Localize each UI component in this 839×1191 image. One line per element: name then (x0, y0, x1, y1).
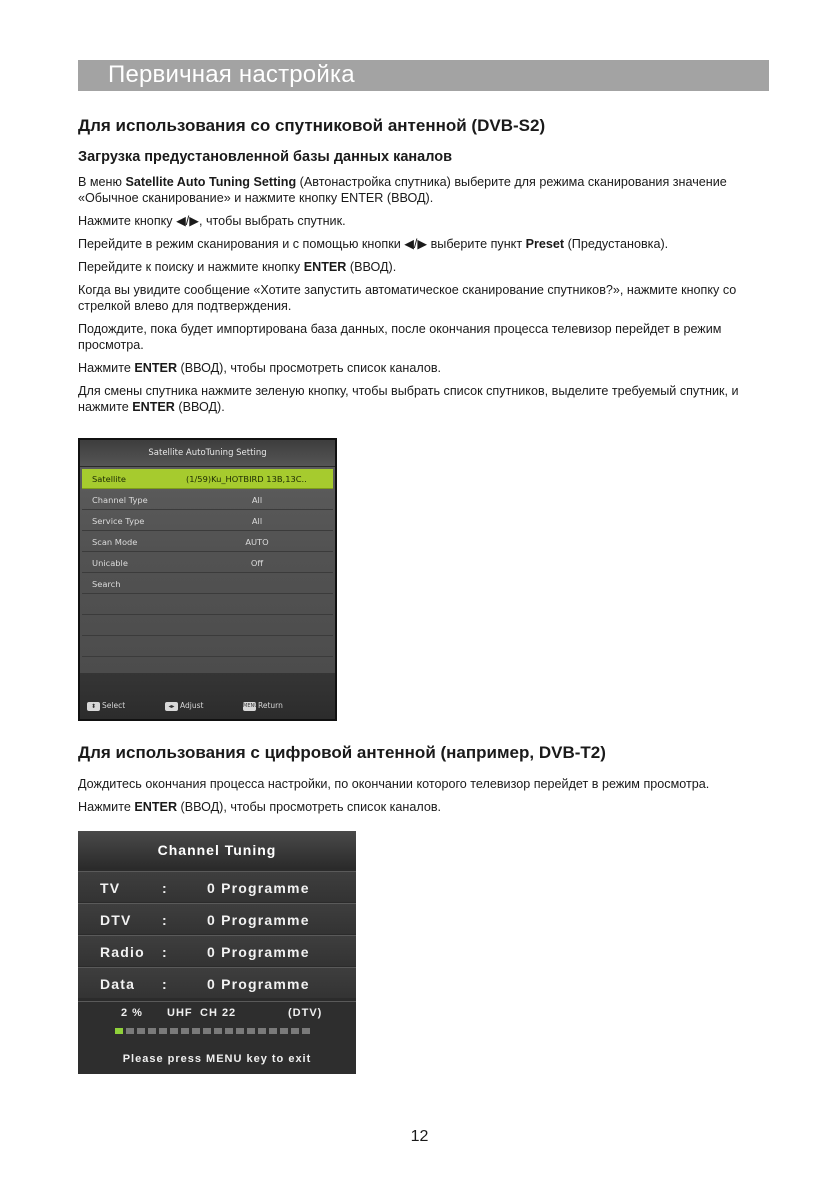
progress-segment (192, 1028, 200, 1034)
banner-title: Первичная настройка (108, 61, 355, 88)
digital-heading: Для использования с цифровой антенной (например, DVB-T2) (78, 743, 606, 762)
footer-return: MENUReturn (243, 701, 283, 710)
progress-segment (225, 1028, 233, 1034)
paragraph-7: Нажмите ENTER (ВВОД), чтобы просмотреть список каналов. (78, 361, 442, 375)
page-number: 12 (410, 1128, 429, 1145)
sat-row-empty (82, 595, 333, 615)
progress-segment (269, 1028, 277, 1034)
paragraph-5: Когда вы увидите сообщение «Хотите запустить автоматическое сканирование спутников?», нажмите кнопку со стрелкой влево для подтверждения. (78, 283, 737, 313)
tuning-row-tv: TV : 0 Programme (78, 871, 356, 902)
preset-subheading: Загрузка предустановленной базы данных каналов (78, 149, 453, 165)
progress-segment (137, 1028, 145, 1034)
exit-hint: Please press MENU key to exit (122, 1053, 312, 1065)
paragraph-8: Для смены спутника нажмите зеленую кнопку, чтобы выбрать список спутников, выделите требуемый спутник, и нажмите ENTER (ВВОД). (78, 384, 739, 414)
channel-tuning-screenshot (78, 831, 356, 1074)
tuning-row-radio: Radio : 0 Programme (78, 935, 356, 966)
progress-segment (291, 1028, 299, 1034)
progress-segment (126, 1028, 134, 1034)
progress-segment (148, 1028, 156, 1034)
paragraph-digital-2: Нажмите ENTER (ВВОД), чтобы просмотреть список каналов. (78, 800, 442, 814)
sat-row-empty (82, 637, 333, 657)
satellite-autotuning-screenshot (78, 438, 337, 721)
progress-segment (115, 1028, 123, 1034)
paragraph-digital-1: Дождитесь окончания процесса настройки, по окончании которого телевизор перейдет в режим просмотра. (78, 777, 710, 791)
sat-row-service-type[interactable]: Service Type All (82, 511, 333, 531)
paragraph-2: Нажмите кнопку ◀/▶, чтобы выбрать спутник. (78, 214, 346, 228)
paragraph-1: В меню Satellite Auto Tuning Setting (Автонастройка спутника) выберите для режима сканирования значение «Обычное сканирование» и нажмите кнопку ENTER (ВВОД). (78, 175, 727, 205)
footer-select: ⬍ Select (87, 701, 125, 711)
sat-row-unicable[interactable]: Unicable Off (82, 553, 333, 573)
menu-key-icon: MENU (243, 702, 258, 709)
band-label: UHF (167, 1007, 193, 1019)
channel-tuning-title: Channel Tuning (78, 831, 356, 869)
left-right-arrows-icon: ◂▸ (165, 702, 178, 711)
sat-row-satellite[interactable]: Satellite (1/59)Ku_HOTBIRD 13B,13C.. (82, 469, 333, 489)
progress-bar (115, 1028, 315, 1034)
progress-segment (159, 1028, 167, 1034)
progress-percent: 2 % (121, 1007, 143, 1019)
channel-label: CH 22 (200, 1007, 237, 1019)
progress-segment (247, 1028, 255, 1034)
progress-segment (236, 1028, 244, 1034)
mode-label: (DTV) (288, 1007, 323, 1019)
progress-segment (302, 1028, 310, 1034)
progress-segment (214, 1028, 222, 1034)
satellite-heading: Для использования со спутниковой антенной (DVB-S2) (78, 116, 546, 135)
progress-segment (181, 1028, 189, 1034)
progress-segment (203, 1028, 211, 1034)
sat-row-empty (82, 616, 333, 636)
sat-row-scan-mode[interactable]: Scan Mode AUTO (82, 532, 333, 552)
up-down-arrows-icon: ⬍ (87, 702, 100, 711)
footer-adjust: ◂▸ Adjust (165, 701, 203, 711)
progress-segment (258, 1028, 266, 1034)
progress-segment (280, 1028, 288, 1034)
paragraph-4: Перейдите к поиску и нажмите кнопку ENTER (ВВОД). (78, 260, 397, 274)
sat-menu-footer (80, 673, 335, 719)
progress-segment (170, 1028, 178, 1034)
tuning-status-area (78, 1001, 356, 1074)
paragraph-3: Перейдите в режим сканирования и с помощью кнопки ◀/▶ выберите пункт Preset (Предустановка). (78, 237, 669, 251)
sat-row-channel-type[interactable]: Channel Type All (82, 490, 333, 510)
sat-menu-title: Satellite AutoTuning Setting (80, 440, 335, 467)
tuning-row-dtv: DTV : 0 Programme (78, 903, 356, 934)
section-banner (78, 60, 769, 91)
tuning-row-data: Data : 0 Programme (78, 967, 356, 998)
paragraph-6: Подождите, пока будет импортирована база данных, после окончания процесса телевизор перейдет в режим просмотра. (78, 322, 722, 352)
sat-row-search[interactable]: Search (82, 574, 333, 594)
